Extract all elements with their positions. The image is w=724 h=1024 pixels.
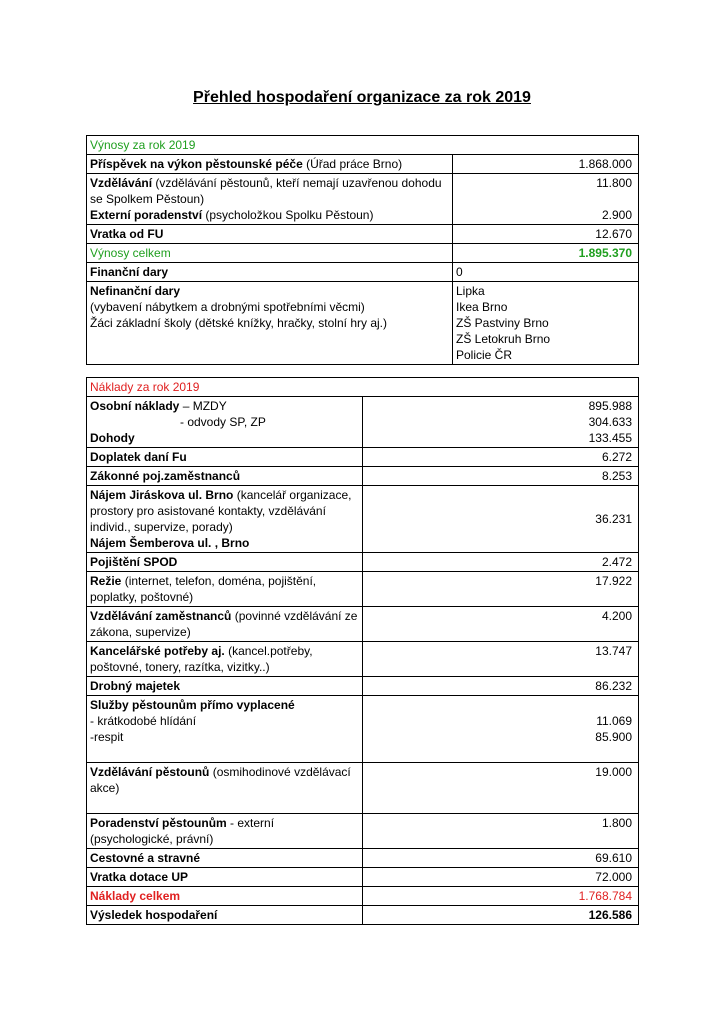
donor: Policie ČR xyxy=(456,348,513,362)
spod-value: 2.472 xyxy=(363,553,639,572)
spod-label: Pojištění SPOD xyxy=(87,553,363,572)
emp-education-row xyxy=(87,607,639,642)
refund-up-row xyxy=(87,868,639,887)
personal-sub-label: - odvody SP, ZP xyxy=(180,415,266,429)
overhead-row xyxy=(87,572,639,607)
services-item1: - krátkodobé hlídání xyxy=(90,714,197,728)
personal-sub-value: 304.633 xyxy=(588,415,632,429)
dohody-label: Dohody xyxy=(90,431,135,445)
services-item2: -respit xyxy=(90,730,124,744)
rent-label: Nájem Jiráskova ul. Brno xyxy=(90,488,234,502)
travel-label: Cestovné a stravné xyxy=(87,849,363,868)
counseling-value: 1.800 xyxy=(363,814,639,849)
dohody-value: 133.455 xyxy=(588,431,632,445)
education-note: (vzdělávání pěstounů, kteří nemají uzavřenou dohodu se Spolkem Pěstoun) xyxy=(90,176,442,206)
counseling-row xyxy=(87,814,639,849)
services-label: Služby pěstounům přímo vyplacené xyxy=(90,698,295,712)
income-header-row xyxy=(87,136,639,155)
spod-row xyxy=(87,553,639,572)
income-total-value: 1.895.370 xyxy=(453,244,639,263)
rent-label2: Nájem Šemberova ul. , Brno xyxy=(90,536,250,550)
tax-label: Doplatek daní Fu xyxy=(87,448,363,467)
overhead-label: Režie xyxy=(90,574,122,588)
office-note: (kancel.potřeby, poštovné, tonery, razítka, vizitky..) xyxy=(90,644,313,674)
financial-gifts-label: Finanční dary xyxy=(87,263,453,282)
insurance-emp-row xyxy=(87,467,639,486)
donor: Lipka xyxy=(456,284,485,298)
assets-label: Drobný majetek xyxy=(87,677,363,696)
income-total-row xyxy=(87,244,639,263)
financial-gifts-value: 0 xyxy=(453,263,639,282)
external-value: 2.900 xyxy=(601,208,632,222)
external-note: (psycholožkou Spolku Pěstoun) xyxy=(202,208,374,222)
contribution-label: Příspěvek na výkon pěstounské péče xyxy=(90,157,303,171)
personal-note: – MZDY xyxy=(179,399,227,413)
contribution-row xyxy=(87,155,639,174)
refund-up-label: Vratka dotace UP xyxy=(87,868,363,887)
income-header: Výnosy za rok 2019 xyxy=(87,136,639,155)
emp-education-value: 4.200 xyxy=(363,607,639,642)
services-row xyxy=(87,696,639,763)
tax-value: 6.272 xyxy=(363,448,639,467)
tax-row xyxy=(87,448,639,467)
costs-header-row xyxy=(87,378,639,397)
refund-up-value: 72.000 xyxy=(363,868,639,887)
page-title: Přehled hospodaření organizace za rok 2019 xyxy=(193,89,531,106)
education-value: 11.800 xyxy=(596,176,632,190)
assets-value: 86.232 xyxy=(363,677,639,696)
personal-row xyxy=(87,397,639,448)
counseling-label: Poradenství pěstounům xyxy=(90,816,227,830)
foster-edu-note: (osmihodinové vzdělávací akce) xyxy=(90,765,351,795)
office-label: Kancelářské potřeby aj. xyxy=(90,644,225,658)
result-row xyxy=(87,906,639,925)
result-value: 126.586 xyxy=(363,906,639,925)
personal-value: 895.988 xyxy=(588,399,632,413)
assets-row xyxy=(87,677,639,696)
insurance-emp-value: 8.253 xyxy=(363,467,639,486)
emp-education-note: (povinné vzdělávání ze zákona, supervize) xyxy=(90,609,358,639)
emp-education-label: Vzdělávání zaměstnanců xyxy=(90,609,232,623)
services-value2: 85.900 xyxy=(595,730,632,744)
insurance-emp-label: Zákonné poj.zaměstnanců xyxy=(87,467,363,486)
result-label: Výsledek hospodaření xyxy=(87,906,363,925)
costs-total-row xyxy=(87,887,639,906)
foster-edu-label: Vzdělávání pěstounů xyxy=(90,765,210,779)
services-value1: 11.069 xyxy=(596,714,632,728)
income-table xyxy=(86,135,639,365)
income-total-label: Výnosy celkem xyxy=(87,244,453,263)
nonfinancial-row xyxy=(87,282,639,365)
costs-total-label: Náklady celkem xyxy=(87,887,363,906)
rent-value: 36.231 xyxy=(363,486,639,553)
education-label: Vzdělávání xyxy=(90,176,153,190)
personal-label: Osobní náklady xyxy=(90,399,180,413)
financial-gifts-row xyxy=(87,263,639,282)
rent-row xyxy=(87,486,639,553)
costs-header: Náklady za rok 2019 xyxy=(87,378,639,397)
travel-row xyxy=(87,849,639,868)
nonfinancial-label: Nefinanční dary xyxy=(90,284,181,298)
rent-note: (kancelář organizace, prostory pro asistované kontakty, vzdělávání individ., supervize, porady) xyxy=(90,488,352,534)
foster-edu-row xyxy=(87,763,639,814)
external-label: Externí poradenství xyxy=(90,208,203,222)
contribution-value: 1.868.000 xyxy=(453,155,639,174)
education-row xyxy=(87,174,639,225)
office-value: 13.747 xyxy=(363,642,639,677)
office-row xyxy=(87,642,639,677)
donor: ZŠ Letokruh Brno xyxy=(456,332,551,346)
travel-value: 69.610 xyxy=(363,849,639,868)
donor: Ikea Brno xyxy=(456,300,508,314)
costs-table xyxy=(86,377,639,925)
overhead-note: (internet, telefon, doména, pojištění, poplatky, poštovné) xyxy=(90,574,317,604)
costs-total-value: 1.768.784 xyxy=(363,887,639,906)
donor: ZŠ Pastviny Brno xyxy=(456,316,549,330)
contribution-note: (Úřad práce Brno) xyxy=(302,157,403,171)
refund-row xyxy=(87,225,639,244)
overhead-value: 17.922 xyxy=(363,572,639,607)
refund-label: Vratka od FU xyxy=(87,225,453,244)
nonfinancial-line1: (vybavení nábytkem a drobnými spotřebními věcmi) xyxy=(90,300,365,314)
nonfinancial-line2: Žáci základní školy (dětské knížky, hračky, stolní hry aj.) xyxy=(90,316,387,330)
refund-value: 12.670 xyxy=(453,225,639,244)
counseling-note: - externí (psychologické, právní) xyxy=(90,816,275,846)
foster-edu-value: 19.000 xyxy=(363,763,639,814)
